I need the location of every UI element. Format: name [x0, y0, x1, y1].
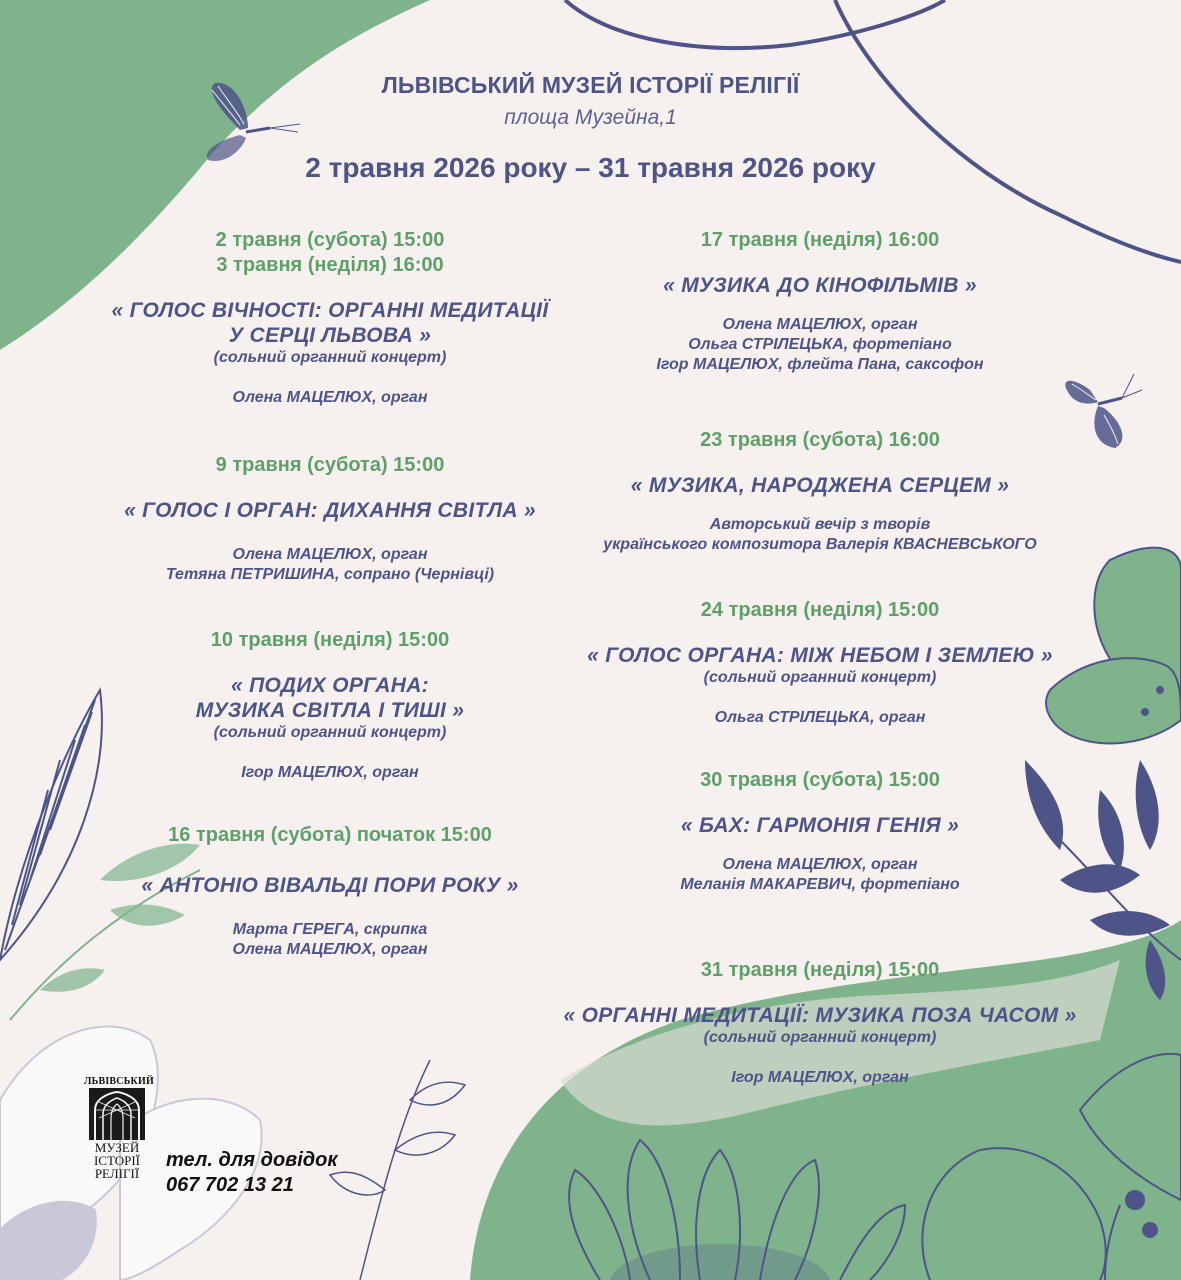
event-item — [60, 823, 600, 960]
contact-info — [166, 1148, 338, 1198]
event-performer: Ольга СТРІЛЕЦЬКА, орган — [714, 709, 926, 726]
event-item — [560, 598, 1080, 728]
event-performer: Ольга СТРІЛЕЦЬКА, фортепіано — [688, 336, 952, 353]
event-note: (сольний органний концерт) — [213, 349, 447, 366]
event-performer: Меланія МАКАРЕВИЧ, фортепіано — [680, 876, 960, 893]
event-performer: Ігор МАЦЕЛЮХ, орган — [241, 764, 419, 781]
event-date: 17 травня (неділя) 16:00 — [700, 229, 940, 251]
event-item — [60, 628, 600, 783]
event-title: У СЕРЦІ ЛЬВОВА » — [228, 324, 432, 347]
event-performer: Авторський вечір з творів — [709, 516, 931, 533]
event-title: « АНТОНІО ВІВАЛЬДІ ПОРИ РОКУ » — [141, 874, 519, 897]
event-performer: Ігор МАЦЕЛЮХ, орган — [731, 1069, 909, 1086]
event-date: 24 травня (неділя) 15:00 — [700, 599, 940, 621]
museum-logo — [84, 1076, 154, 1194]
logo-text: ІСТОРІЇ — [93, 1153, 141, 1168]
event-performer: Олена МАЦЕЛЮХ, орган — [722, 856, 918, 873]
contact-label: тел. для довідок — [166, 1149, 338, 1171]
event-date: 2 травня (субота) 15:00 — [215, 229, 445, 251]
event-performer: Тетяна ПЕТРИШИНА, сопрано (Чернівці) — [165, 566, 495, 583]
museum-address: площа Музейна,1 — [504, 106, 677, 129]
museum-name: ЛЬВІВСЬКИЙ МУЗЕЙ ІСТОРІЇ РЕЛІГІЇ — [381, 72, 800, 98]
event-item — [60, 453, 600, 585]
navy-arc — [835, 0, 1181, 262]
event-date: 10 травня (неділя) 15:00 — [210, 629, 450, 651]
event-performer: Марта ГЕРЕГА, скрипка — [232, 921, 428, 938]
event-title: « БАХ: ГАРМОНІЯ ГЕНІЯ » — [680, 814, 960, 837]
church-vault-icon — [89, 1088, 145, 1140]
event-title: « МУЗИКА ДО КІНОФІЛЬМІВ » — [663, 274, 977, 297]
event-performer: українського композитора Валерія КВАСНЕВСЬКОГО — [603, 536, 1037, 553]
event-date: 31 травня (неділя) 15:00 — [700, 959, 940, 981]
event-title: МУЗИКА СВІТЛА І ТИШІ » — [195, 699, 465, 722]
event-performer: Ігор МАЦЕЛЮХ, флейта Пана, саксофон — [656, 356, 984, 373]
event-item — [560, 428, 1080, 555]
event-date: 23 травня (субота) 16:00 — [700, 429, 940, 451]
event-note: (сольний органний концерт) — [213, 724, 447, 741]
event-performer: Олена МАЦЕЛЮХ, орган — [722, 316, 918, 333]
event-performer: Олена МАЦЕЛЮХ, орган — [232, 941, 428, 958]
event-note: (сольний органний концерт) — [703, 669, 937, 686]
event-title: « ГОЛОС ОРГАНА: МІЖ НЕБОМ І ЗЕМЛЕЮ » — [587, 644, 1053, 667]
event-item — [60, 228, 600, 408]
event-performer: Олена МАЦЕЛЮХ, орган — [232, 546, 428, 563]
leaf-icon — [330, 1060, 465, 1280]
event-date: 3 травня (неділя) 16:00 — [216, 254, 444, 276]
event-performer: Олена МАЦЕЛЮХ, орган — [232, 389, 428, 406]
logo-text: МУЗЕЙ — [94, 1140, 140, 1155]
contact-phone[interactable]: 067 702 13 21 — [166, 1174, 294, 1196]
event-title: « МУЗИКА, НАРОДЖЕНА СЕРЦЕМ » — [630, 474, 1010, 497]
logo-text: ЛЬВІВСЬКИЙ — [84, 1076, 154, 1087]
event-item — [560, 228, 1080, 375]
event-title: « ПОДИХ ОРГАНА: — [231, 674, 429, 697]
event-title: « ГОЛОС І ОРГАН: ДИХАННЯ СВІТЛА » — [124, 499, 536, 522]
event-note: (сольний органний концерт) — [703, 1029, 937, 1046]
logo-text: РЕЛІГІЇ — [94, 1166, 140, 1181]
event-item — [560, 958, 1080, 1088]
event-item — [560, 768, 1080, 895]
event-title: « ОРГАННІ МЕДИТАЦІЇ: МУЗИКА ПОЗА ЧАСОМ » — [563, 1004, 1077, 1027]
event-date: 16 травня (субота) початок 15:00 — [168, 824, 492, 846]
event-date: 9 травня (субота) 15:00 — [215, 454, 445, 476]
event-title: « ГОЛОС ВІЧНОСТІ: ОРГАННІ МЕДИТАЦІЇ — [111, 299, 549, 322]
event-date: 30 травня (субота) 15:00 — [700, 769, 940, 791]
navy-arc — [565, 0, 945, 48]
schedule-period: 2 травня 2026 року – 31 травня 2026 року — [305, 152, 876, 183]
